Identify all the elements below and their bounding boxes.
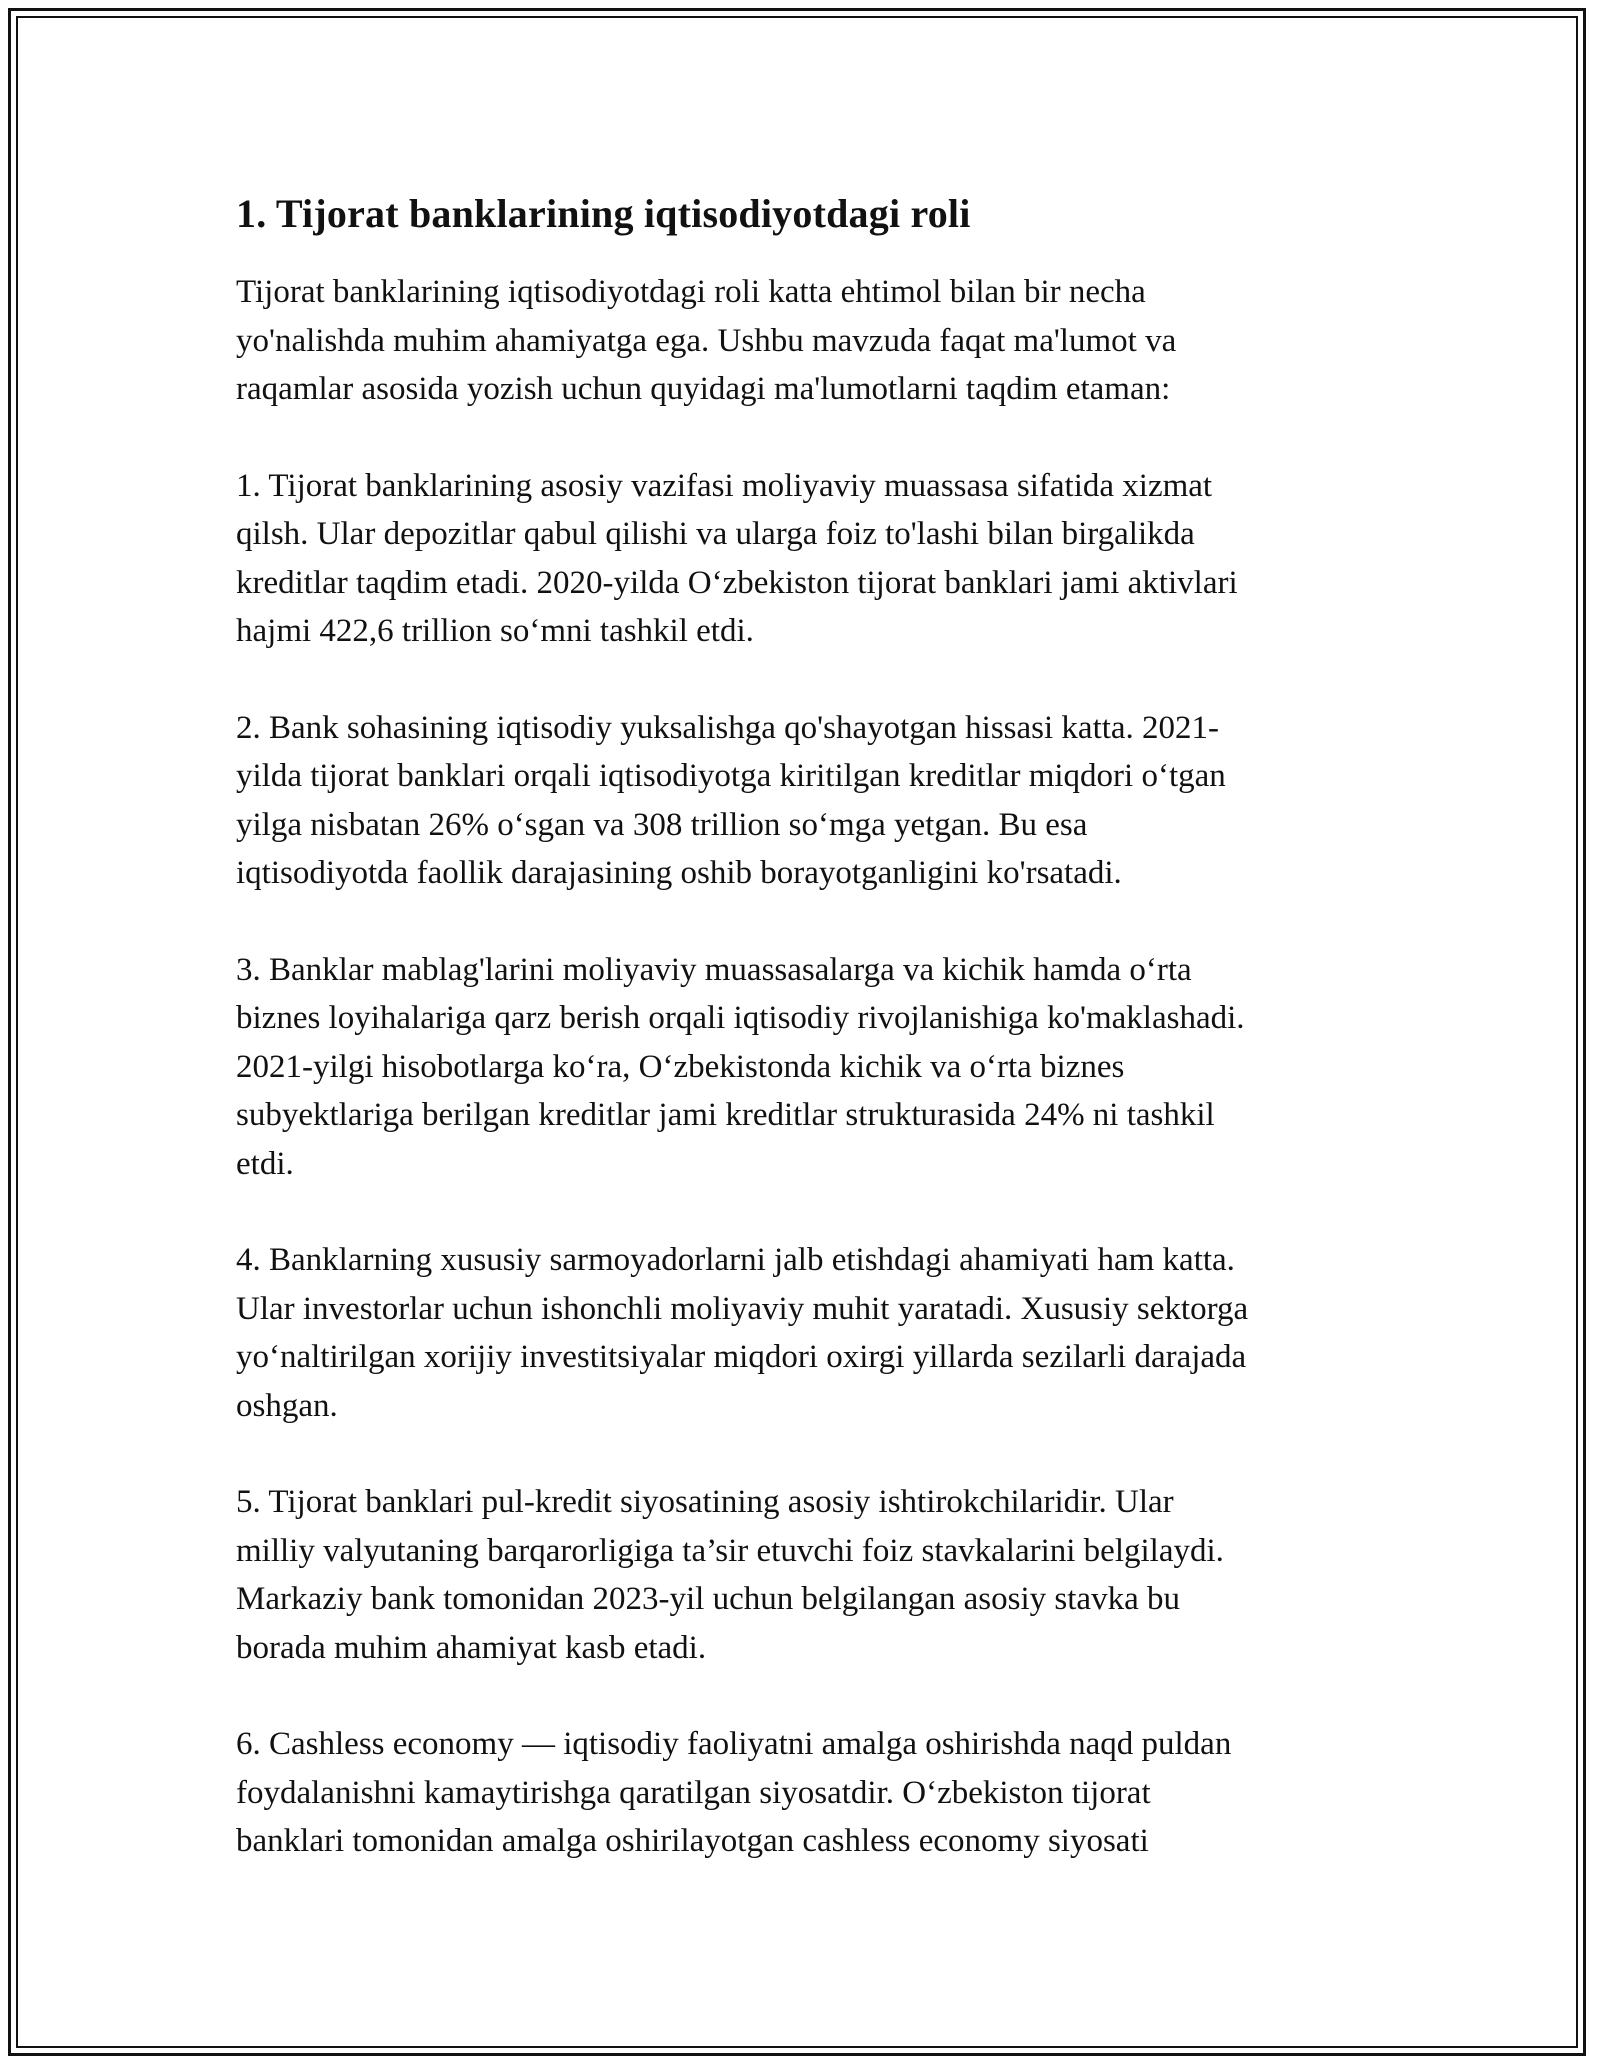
- paragraph-5: 5. Tijorat banklari pul-kredit siyosatining asosiy ishtirokchilaridir. Ular milliy valyutaning barqarorligiga ta’sir etuvchi foiz stavkalarini belgilaydi. Markaziy bank tomonidan 2023-yil uchun belgilangan asosiy stavka bu borada muhim ahamiyat kasb etadi.: [236, 1484, 1224, 1666]
- paragraph-3: 3. Banklar mablag'larini moliyaviy muassasalarga va kichik hamda o‘rta biznes loyihalariga qarz berish orqali iqtisodiy rivojlanishiga ko'maklashadi. 2021-yilgi hisobotlarga ko‘ra, O‘zbekistonda kichik va o‘rta biznes subyektlariga berilgan kreditlar jami kreditlar strukturasida 24% ni tashkil etdi.: [236, 951, 1245, 1182]
- intro-paragraph: Tijorat banklarining iqtisodiyotdagi roli katta ehtimol bilan bir necha yo'nalishda muhim ahamiyatga ega. Ushbu mavzuda faqat ma'lumot va raqamlar asosida yozish uchun quyidagi ma'lumotlarni taqdim etaman:: [236, 274, 1177, 407]
- document-body: [236, 188, 1366, 1866]
- paragraph-4: 4. Banklarning xususiy sarmoyadorlarni jalb etishdagi ahamiyati ham katta. Ular investorlar uchun ishonchli moliyaviy muhit yaratadi. Xususiy sektorga yo‘naltirilgan xorijiy investitsiyalar miqdori oxirgi yillarda sezilarli darajada oshgan.: [236, 1242, 1249, 1424]
- document-heading: 1. Tijorat banklarining iqtisodiyotdagi roli: [236, 191, 971, 236]
- paragraph-2: 2. Bank sohasining iqtisodiy yuksalishga qo'shayotgan hissasi katta. 2021- yilda tijorat banklari orqali iqtisodiyotga kiritilgan kreditlar miqdori o‘tgan yilga nisbatan 26% o‘sgan va 308 trillion so‘mga yetgan. Bu esa iqtisodiyotda faollik darajasining oshib borayotganligini ko'rsatadi.: [236, 709, 1226, 891]
- paragraph-6: 6. Cashless economy — iqtisodiy faoliyatni amalga oshirishda naqd puldan foydalanishni kamaytirishga qaratilgan siyosatdir. O‘zbekiston tijorat banklari tomonidan amalga oshirilayotgan cashless economy siyosati: [236, 1726, 1232, 1859]
- paragraph-1: 1. Tijorat banklarining asosiy vazifasi moliyaviy muassasa sifatida xizmat qilsh. Ular depozitlar qabul qilishi va ularga foiz to'lashi bilan birgalikda kreditlar taqdim etadi. 2020-yilda O‘zbekiston tijorat banklari jami aktivlari hajmi 422,6 trillion so‘mni tashkil etdi.: [236, 467, 1238, 649]
